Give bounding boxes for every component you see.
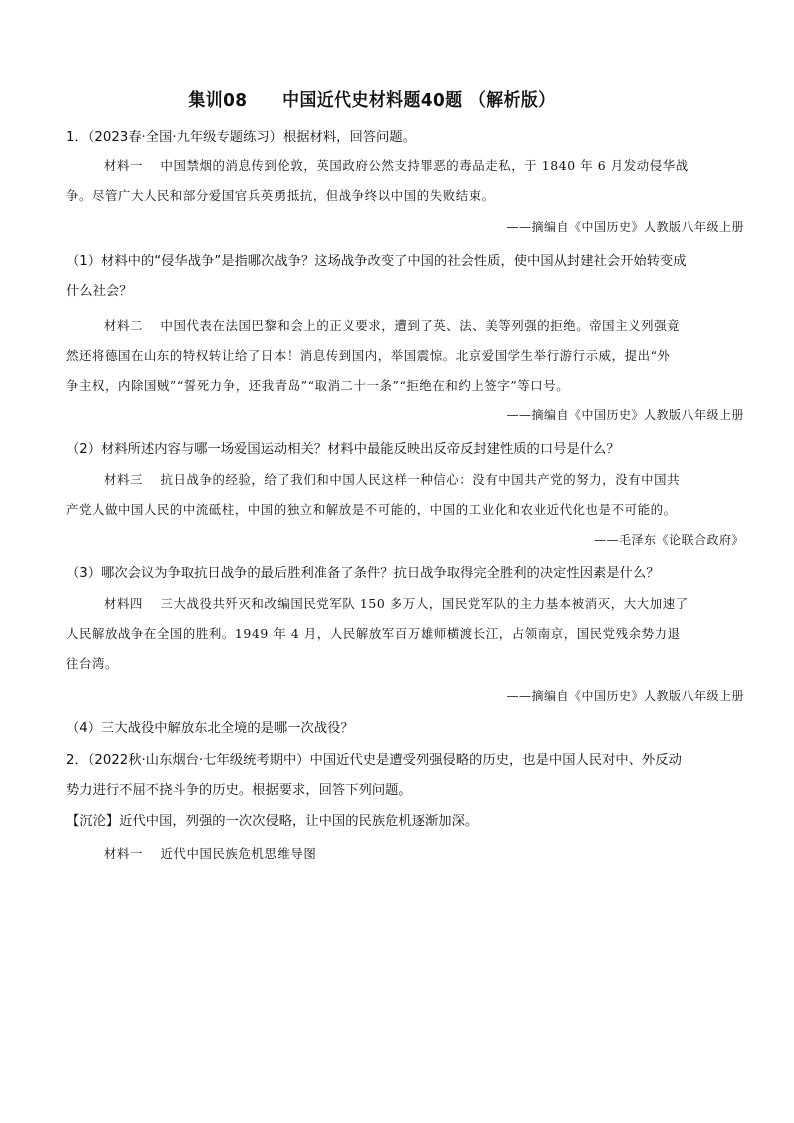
q1-material-2-line-2: 然还将德国在山东的特权转让给了日本！消息传到国内，举国震惊。北京爱国学生举行游行示威，提出“外 xyxy=(66,348,671,363)
q1-material-2-line-3: 争主权，内除国贼”“誓死力争，还我青岛”“取消二十一条”“拒绝在和约上签字”等口号。 xyxy=(66,378,570,393)
page-title: 集训08 中国近代史材料题40题 （解析版） xyxy=(188,90,556,111)
question-1-stem: 1．（2023春·全国·九年级专题练习）根据材料，回答问题。 xyxy=(66,130,416,145)
q1-material-1-line-2: 争。尽管广大人民和部分爱国官兵英勇抵抗，但战争终以中国的失败结束。 xyxy=(66,188,495,203)
q1-sub-2: （2）材料所述内容与哪一场爱国运动相关？材料中最能反映出反帝反封建性质的口号是什么？ xyxy=(66,442,620,457)
question-2-stem-line-1: 2．（2022秋·山东烟台·七年级统考期中）中国近代史是遭受列强侵略的历史，也是中国人民对中、外反动 xyxy=(66,753,682,768)
q1-material-2-line-1: 材料二 中国代表在法国巴黎和会上的正义要求，遭到了英、法、美等列强的拒绝。帝国主义列强竟 xyxy=(104,318,681,333)
q2-section-heading: 【沉沦】近代中国，列强的一次次侵略，让中国的民族危机逐渐加深。 xyxy=(66,814,479,829)
q1-material-1-line-1: 材料一 中国禁烟的消息传到伦敦，英国政府公然支持罪恶的毒品走私，于 1840 年 6 月发动侵华战 xyxy=(104,158,689,173)
q1-sub-4: （4）三大战役中解放东北全境的是哪一次战役？ xyxy=(66,721,354,736)
question-2-stem-line-2: 势力进行不屈不挠斗争的历史。根据要求，回答下列问题。 xyxy=(66,783,412,798)
q1-material-4-line-2: 人民解放战争在全国的胜利。1949 年 4 月，人民解放军百万雄师横渡长江，占领南京，国民党残余势力退 xyxy=(66,626,681,641)
q1-sub-1-line-1: （1）材料中的“侵华战争”是指哪次战争？这场战争改变了中国的社会性质，使中国从封建社会开始转变成 xyxy=(66,254,687,269)
q2-material-1-caption: 材料一 近代中国民族危机思维导图 xyxy=(104,846,317,861)
q1-material-2-source: ——摘编自《中国历史》人教版八年级上册 xyxy=(506,408,744,422)
q1-material-4-line-3: 往台湾。 xyxy=(66,656,118,671)
q1-material-1-source: ——摘编自《中国历史》人教版八年级上册 xyxy=(506,220,744,234)
q1-sub-3: （3）哪次会议为争取抗日战争的最后胜利准备了条件？抗日战争取得完全胜利的决定性因素是什么？ xyxy=(66,566,660,581)
q1-material-3-line-2: 产党人做中国人民的中流砥柱，中国的独立和解放是不可能的，中国的工业化和农业近代化也是不可能的。 xyxy=(66,502,677,517)
q1-material-4-line-1: 材料四 三大战役共歼灭和改编国民党军队 150 多万人，国民党军队的主力基本被消灭，大大加速了 xyxy=(104,596,689,611)
q1-material-3-line-1: 材料三 抗日战争的经验，给了我们和中国人民这样一种信心：没有中国共产党的努力，没有中国共 xyxy=(104,472,681,487)
q1-sub-1-line-2: 什么社会？ xyxy=(66,284,133,299)
q1-material-4-source: ——摘编自《中国历史》人教版八年级上册 xyxy=(506,689,744,703)
q1-material-3-source: ——毛泽东《论联合政府》 xyxy=(593,533,744,547)
